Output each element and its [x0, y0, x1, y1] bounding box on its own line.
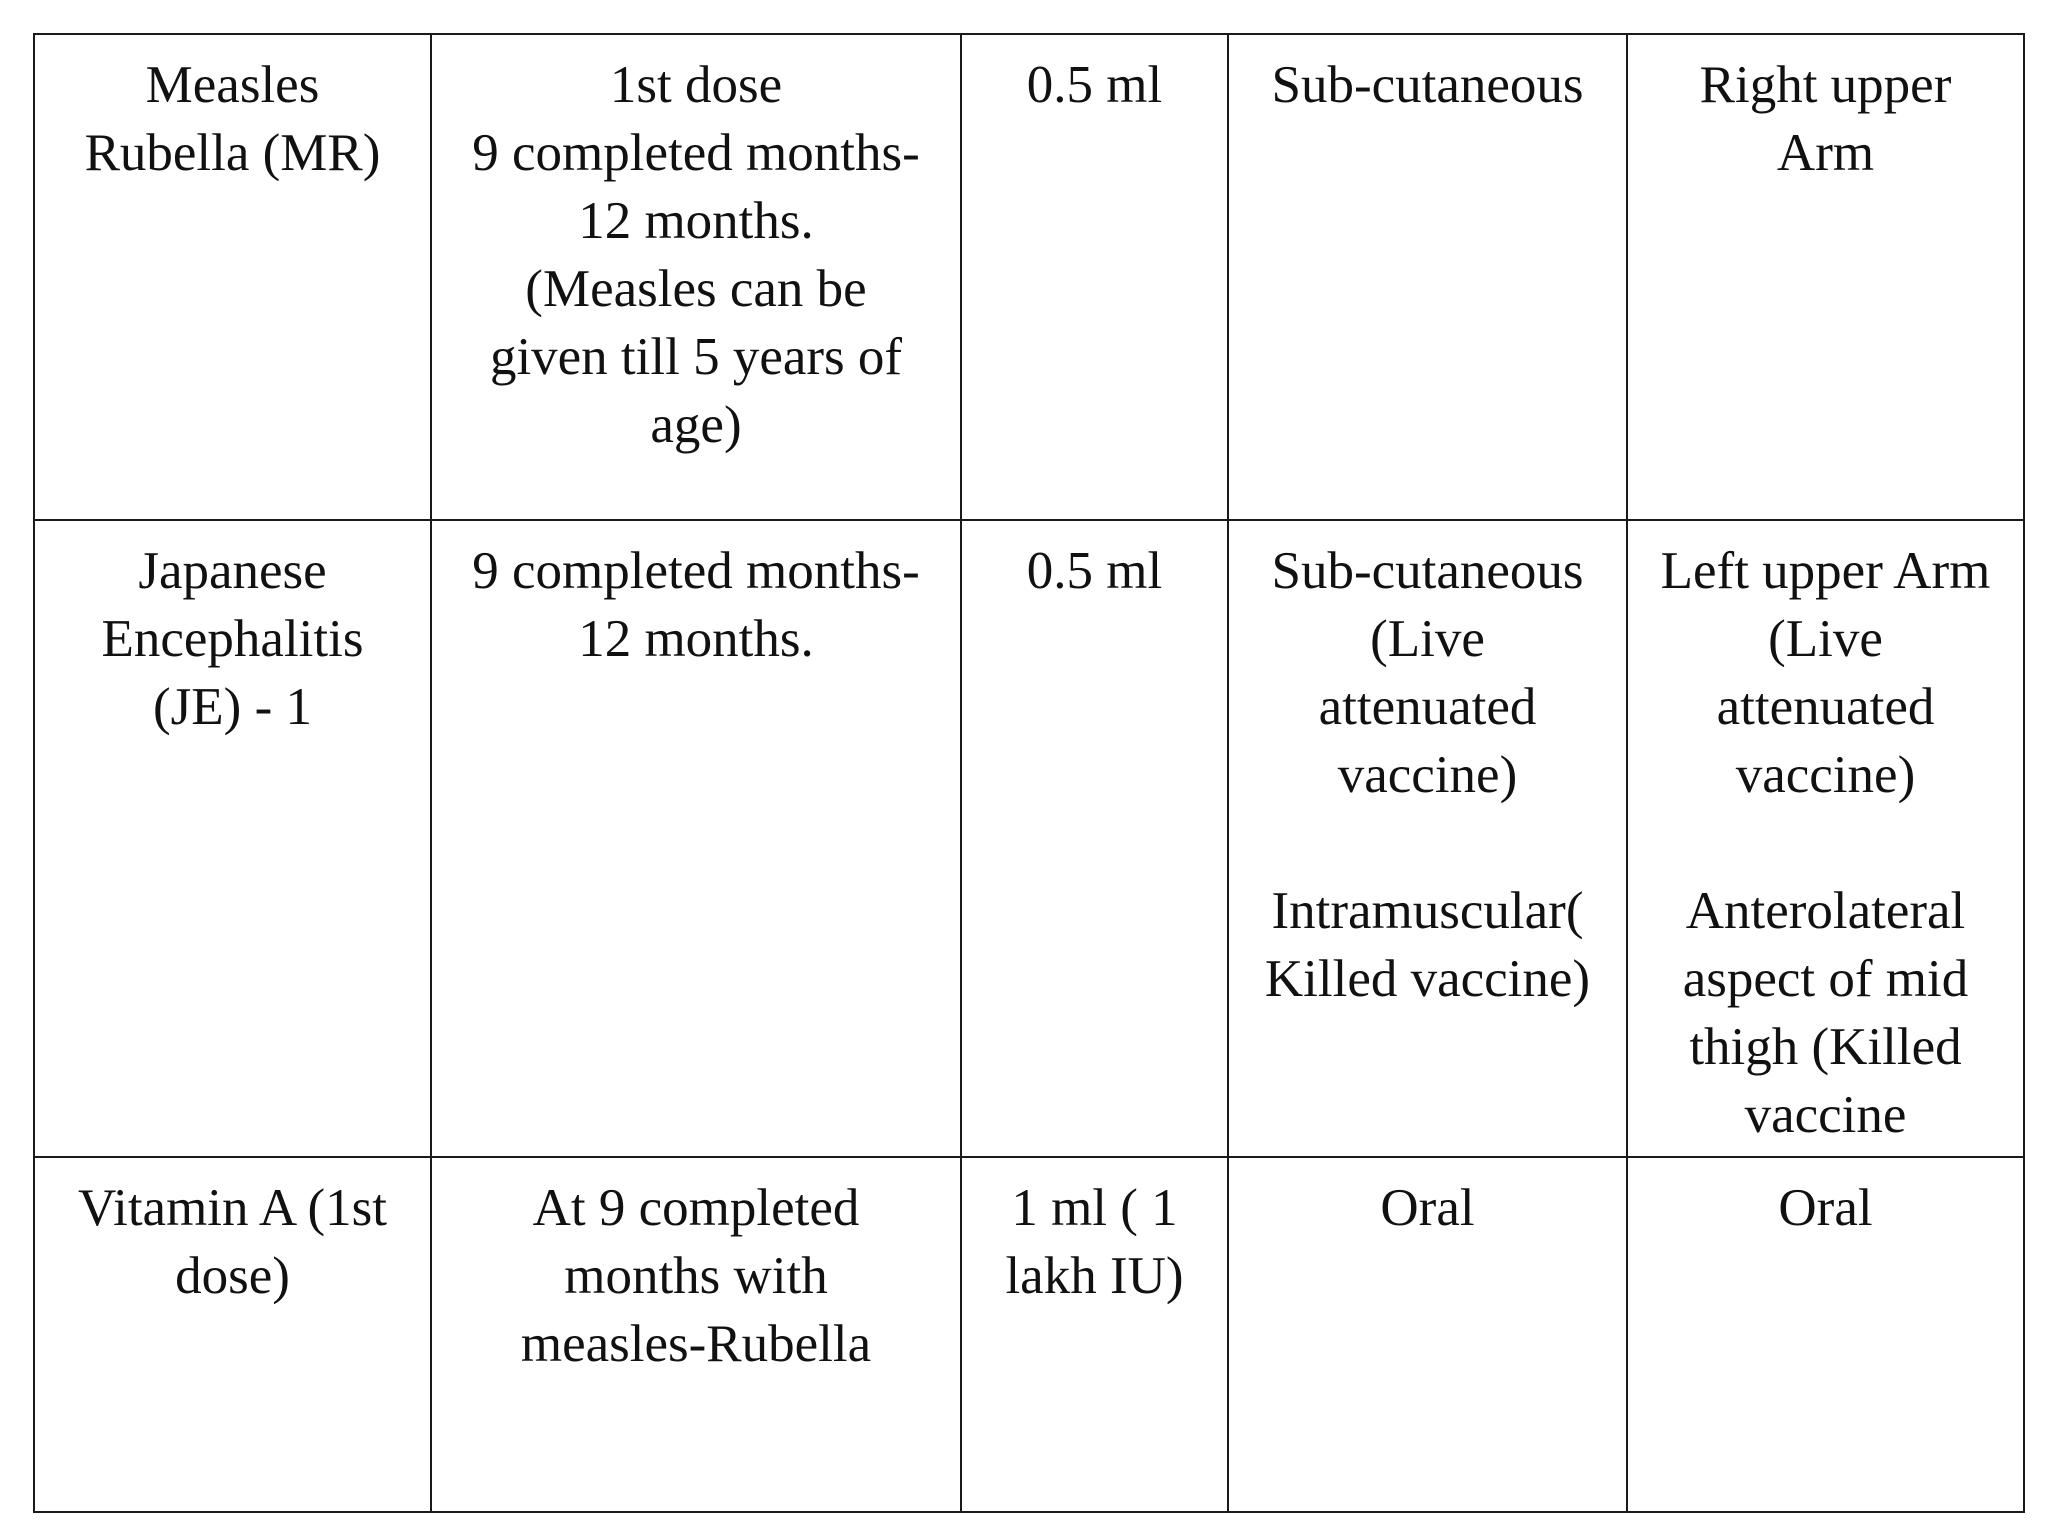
when-to-give-cell: [431, 520, 961, 1157]
dose-text: 1 ml ( 1 lakh IU): [1005, 1179, 1184, 1305]
site-text: Right upper Arm: [1699, 56, 1952, 182]
when-to-give-text: At 9 completed months with measles-Rubella: [520, 1179, 872, 1373]
vaccine-name: Vitamin A (1st dose): [78, 1179, 387, 1305]
route-cell: [1228, 34, 1627, 520]
when-to-give-cell: [431, 1157, 961, 1512]
vaccine-name: Measles Rubella (MR): [84, 56, 381, 182]
dose-cell: [961, 520, 1228, 1157]
site-text: Left upper Arm (Live attenuated vaccine) Anterolateral aspect of mid thigh (Killed vaccine: [1660, 542, 1991, 1144]
route-text: Oral: [1380, 1179, 1475, 1237]
route-cell: [1228, 520, 1627, 1157]
route-text: Sub-cutaneous (Live attenuated vaccine) Intramuscular( Killed vaccine): [1264, 542, 1591, 1008]
dose-text: 0.5 ml: [1026, 56, 1163, 114]
dose-cell: [961, 1157, 1228, 1512]
dose-text: 0.5 ml: [1026, 542, 1163, 600]
dose-cell: [961, 34, 1228, 520]
site-text: Oral: [1778, 1179, 1873, 1237]
when-to-give-text: 1st dose 9 completed months- 12 months. (Measles can be given till 5 years of age): [472, 56, 920, 454]
table-row: [34, 520, 2024, 1157]
vaccine-cell: [34, 34, 431, 520]
when-to-give-text: 9 completed months- 12 months.: [472, 542, 920, 668]
route-text: Sub-cutaneous: [1271, 56, 1584, 114]
site-cell: [1627, 34, 2024, 520]
site-cell: [1627, 1157, 2024, 1512]
table-row: [34, 1157, 2024, 1512]
vaccine-cell: [34, 1157, 431, 1512]
vaccine-name: Japanese Encephalitis (JE) - 1: [101, 542, 364, 736]
vaccine-cell: [34, 520, 431, 1157]
vaccine-schedule-table: [33, 33, 2025, 1513]
when-to-give-cell: [431, 34, 961, 520]
route-cell: [1228, 1157, 1627, 1512]
document-page: [33, 33, 2023, 1511]
table-row: [34, 34, 2024, 520]
site-cell: [1627, 520, 2024, 1157]
